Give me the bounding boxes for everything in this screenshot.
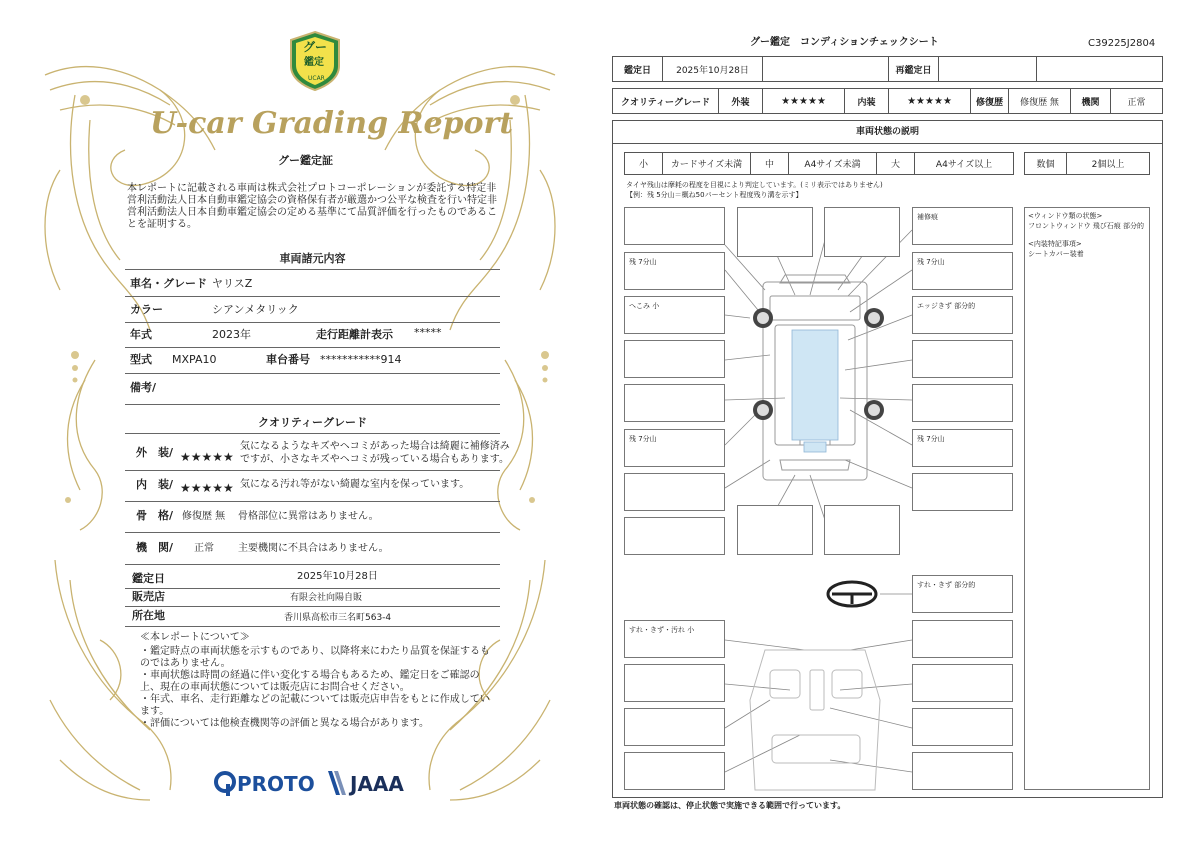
annotation-box [737,505,813,555]
note-item: ・年式、車名、走行距離などの記載については販売店申告をもとに作成しています。 [140,694,490,717]
badge-line1: グー [303,40,328,54]
shop-label: 販売店 [132,590,165,603]
badge-line3: UCAR [308,75,325,82]
proto-logo-text: PROTO [237,772,315,796]
divider [125,626,500,627]
annotation-text: エッジきず 部分的 [917,302,976,310]
divider [125,532,500,533]
frame-label: 骨 格/ [136,509,174,522]
ext-stars: ★★★★★ [763,89,845,113]
engine-label: 機関 [1071,89,1111,113]
address-value: 香川県高松市三名町563-4 [284,613,392,623]
mileage-label: 走行距離計表示 [316,328,393,341]
annotation-box [912,708,1013,746]
divider [125,347,500,348]
annotation-box-right-edge [912,296,1013,334]
exterior-stars: ★★★★★ [180,450,234,464]
annotation-box [624,752,725,790]
frame-value: 修復歴 無 [182,511,226,522]
sheet-footer: 車両状態の確認は、停止状態で実施できる範囲で行っています。 [614,801,846,810]
annotation-text: すれ・きず 部分的 [917,581,976,589]
size-mid: 中 [751,153,789,174]
mileage-value: ***** [414,326,442,339]
description-title: 車両状態の説明 [855,127,919,137]
annotation-box-steering [912,575,1013,613]
window-title: <ウィンドウ類の状態> [1028,212,1103,220]
date-label: 鑑定日 [613,57,663,81]
size-large-desc: A4サイズ以上 [935,160,993,170]
repair-label: 修復歴 [971,89,1009,113]
interior-value: シートカバー装着 [1028,250,1084,258]
count-value: 2個以上 [1091,160,1125,170]
repair-value: 修復歴 無 [1009,89,1071,113]
divider [125,588,500,589]
divider [125,404,500,405]
interior-desc: 気になる汚れ等がない綺麗な室内を保っています。 [240,479,470,490]
sheet-title: グー鑑定 コンディションチェックシート [750,37,939,48]
re-date-label: 再鑑定日 [889,57,939,81]
quality-title: クオリティーグレード [258,416,367,429]
grade-label: クオリティーグレード [613,89,719,113]
annotation-box [624,384,725,422]
script-title: U-car Grading Report [150,106,514,141]
date-label: 鑑定日 [132,572,165,585]
size-mid-desc: A4サイズ未満 [789,153,877,174]
annotation-box [912,384,1013,422]
note-item: ・鑑定時点の車両状態を示すものであり、以降将来にわたり品質を保証するものではありません。 [140,646,490,669]
divider [125,296,500,297]
annotation-box-left-tread-front [624,252,725,290]
badge-line2: 鑑定 [304,57,324,68]
annotation-text: すれ・きず・汚れ 小 [629,626,695,634]
interior-stars: ★★★★★ [180,481,234,495]
tire-note-2: 【例：残 5分山＝概ね50パーセント程度残り溝を示す】 [626,191,803,199]
annotation-box [737,207,813,257]
divider [125,322,500,323]
annotation-box [912,664,1013,702]
note-item: ・車両状態は時間の経過に伴い変化する場合もあるため、鑑定日をご確認の上、現在の車両状態については販売店にお問合せください。 [140,670,480,693]
annotation-box [624,517,725,555]
address-label: 所在地 [132,609,165,622]
annotation-text: 補修痕 [917,213,938,221]
exterior-label: 外 装/ [136,446,174,459]
annotation-box [824,505,900,555]
report-notes [140,632,495,730]
annotation-text: へこみ 小 [629,302,660,310]
annotation-box [624,708,725,746]
divider [125,373,500,374]
annotation-box [912,752,1013,790]
annotation-box [624,207,725,245]
model-label: 型式 [130,353,152,366]
divider [125,269,500,270]
annotation-box [912,340,1013,378]
annotation-box [824,207,900,257]
specs-title: 車両諸元内容 [279,252,346,265]
year-value: 2023年 [212,328,251,341]
color-value: シアンメタリック [212,303,299,316]
frame-desc: 骨格部位に異常はありません。 [238,511,379,522]
note-item: ・評価については他検査機関等の評価と異なる場合があります。 [140,718,429,729]
engine-value: 正常 [1127,97,1146,108]
annotation-text: 残 7分山 [629,435,657,443]
annotation-box-left-tread-rear [624,429,725,467]
annotation-box [624,664,725,702]
annotation-text: 残 7分山 [917,435,945,443]
engine-desc: 主要機関に不具合はありません。 [238,543,389,554]
sheet-code: C39225J2804 [1088,38,1156,49]
int-stars: ★★★★★ [889,89,971,113]
certificate-title: グー鑑定証 [278,154,333,167]
annotation-text: 残 7分山 [629,258,657,266]
size-large: 大 [877,153,915,174]
divider [125,433,500,434]
date-value: 2025年10月28日 [663,57,763,81]
annotation-box-right-tread-front [912,252,1013,290]
engine-value: 正常 [194,543,214,554]
interior-label: 内 装/ [136,478,174,491]
notes-label: 備考/ [130,381,157,394]
tire-note-1: タイヤ残山は摩耗の程度を目視により判定しています。(ミリ表示ではありません) [626,181,883,189]
annotation-box [912,620,1013,658]
chassis-value: ***********914 [320,353,402,366]
exterior-desc-2: ですが、小さなキズやヘコミが残っている場合もあります。 [240,454,509,465]
divider [125,501,500,502]
interior-title: <内装特記事項> [1028,240,1082,248]
annotation-box-interior-left [624,620,725,658]
notes-title: ≪本レポートについて≫ [140,632,250,643]
car-name-label: 車名・グレード [130,277,207,290]
jaaa-logo-icon [326,769,348,797]
annotation-box [912,473,1013,511]
divider [125,606,500,607]
annotation-box-left-dent [624,296,725,334]
int-label: 内装 [845,89,889,113]
size-small-desc: カードサイズ未満 [663,153,751,174]
date-value: 2025年10月28日 [297,571,378,582]
annotation-box-right-repair [912,207,1013,245]
annotation-box [624,473,725,511]
year-label: 年式 [130,328,152,341]
color-label: カラー [130,303,163,316]
shop-value: 有限会社向陽自販 [290,593,363,603]
jaaa-logo-text: JAAA [350,772,404,796]
divider [125,470,500,471]
car-name-value: ヤリスZ [212,277,253,290]
size-small: 小 [625,153,663,174]
annotation-box-right-tread-rear [912,429,1013,467]
ext-label: 外装 [719,89,763,113]
divider [125,564,500,565]
annotation-text: 残 7分山 [917,258,945,266]
condition-check-sheet [600,0,1200,848]
engine-label: 機 関/ [136,541,174,554]
certificate-intro: 本レポートに記載される車両は株式会社プロトコーポレーションが委託する特定非営利活動法人日本自動車鑑定協会の資格保有者が厳選かつ公平な検査を行い特定非営利活動法人日本自動車鑑定協会の定める基準にて品質評価を行ったものであることを証明する。 [127,183,497,230]
annotation-box [624,340,725,378]
exterior-desc-1: 気になるようなキズやヘコミがあった場合は綺麗に補修済み [240,441,510,452]
model-value: MXPA10 [172,353,217,366]
window-value: フロントウィンドウ 飛び石痕 部分的 [1028,222,1145,230]
proto-logo-icon [214,770,236,798]
chassis-label: 車台番号 [266,353,310,366]
count-label: 数個 [1025,153,1067,174]
